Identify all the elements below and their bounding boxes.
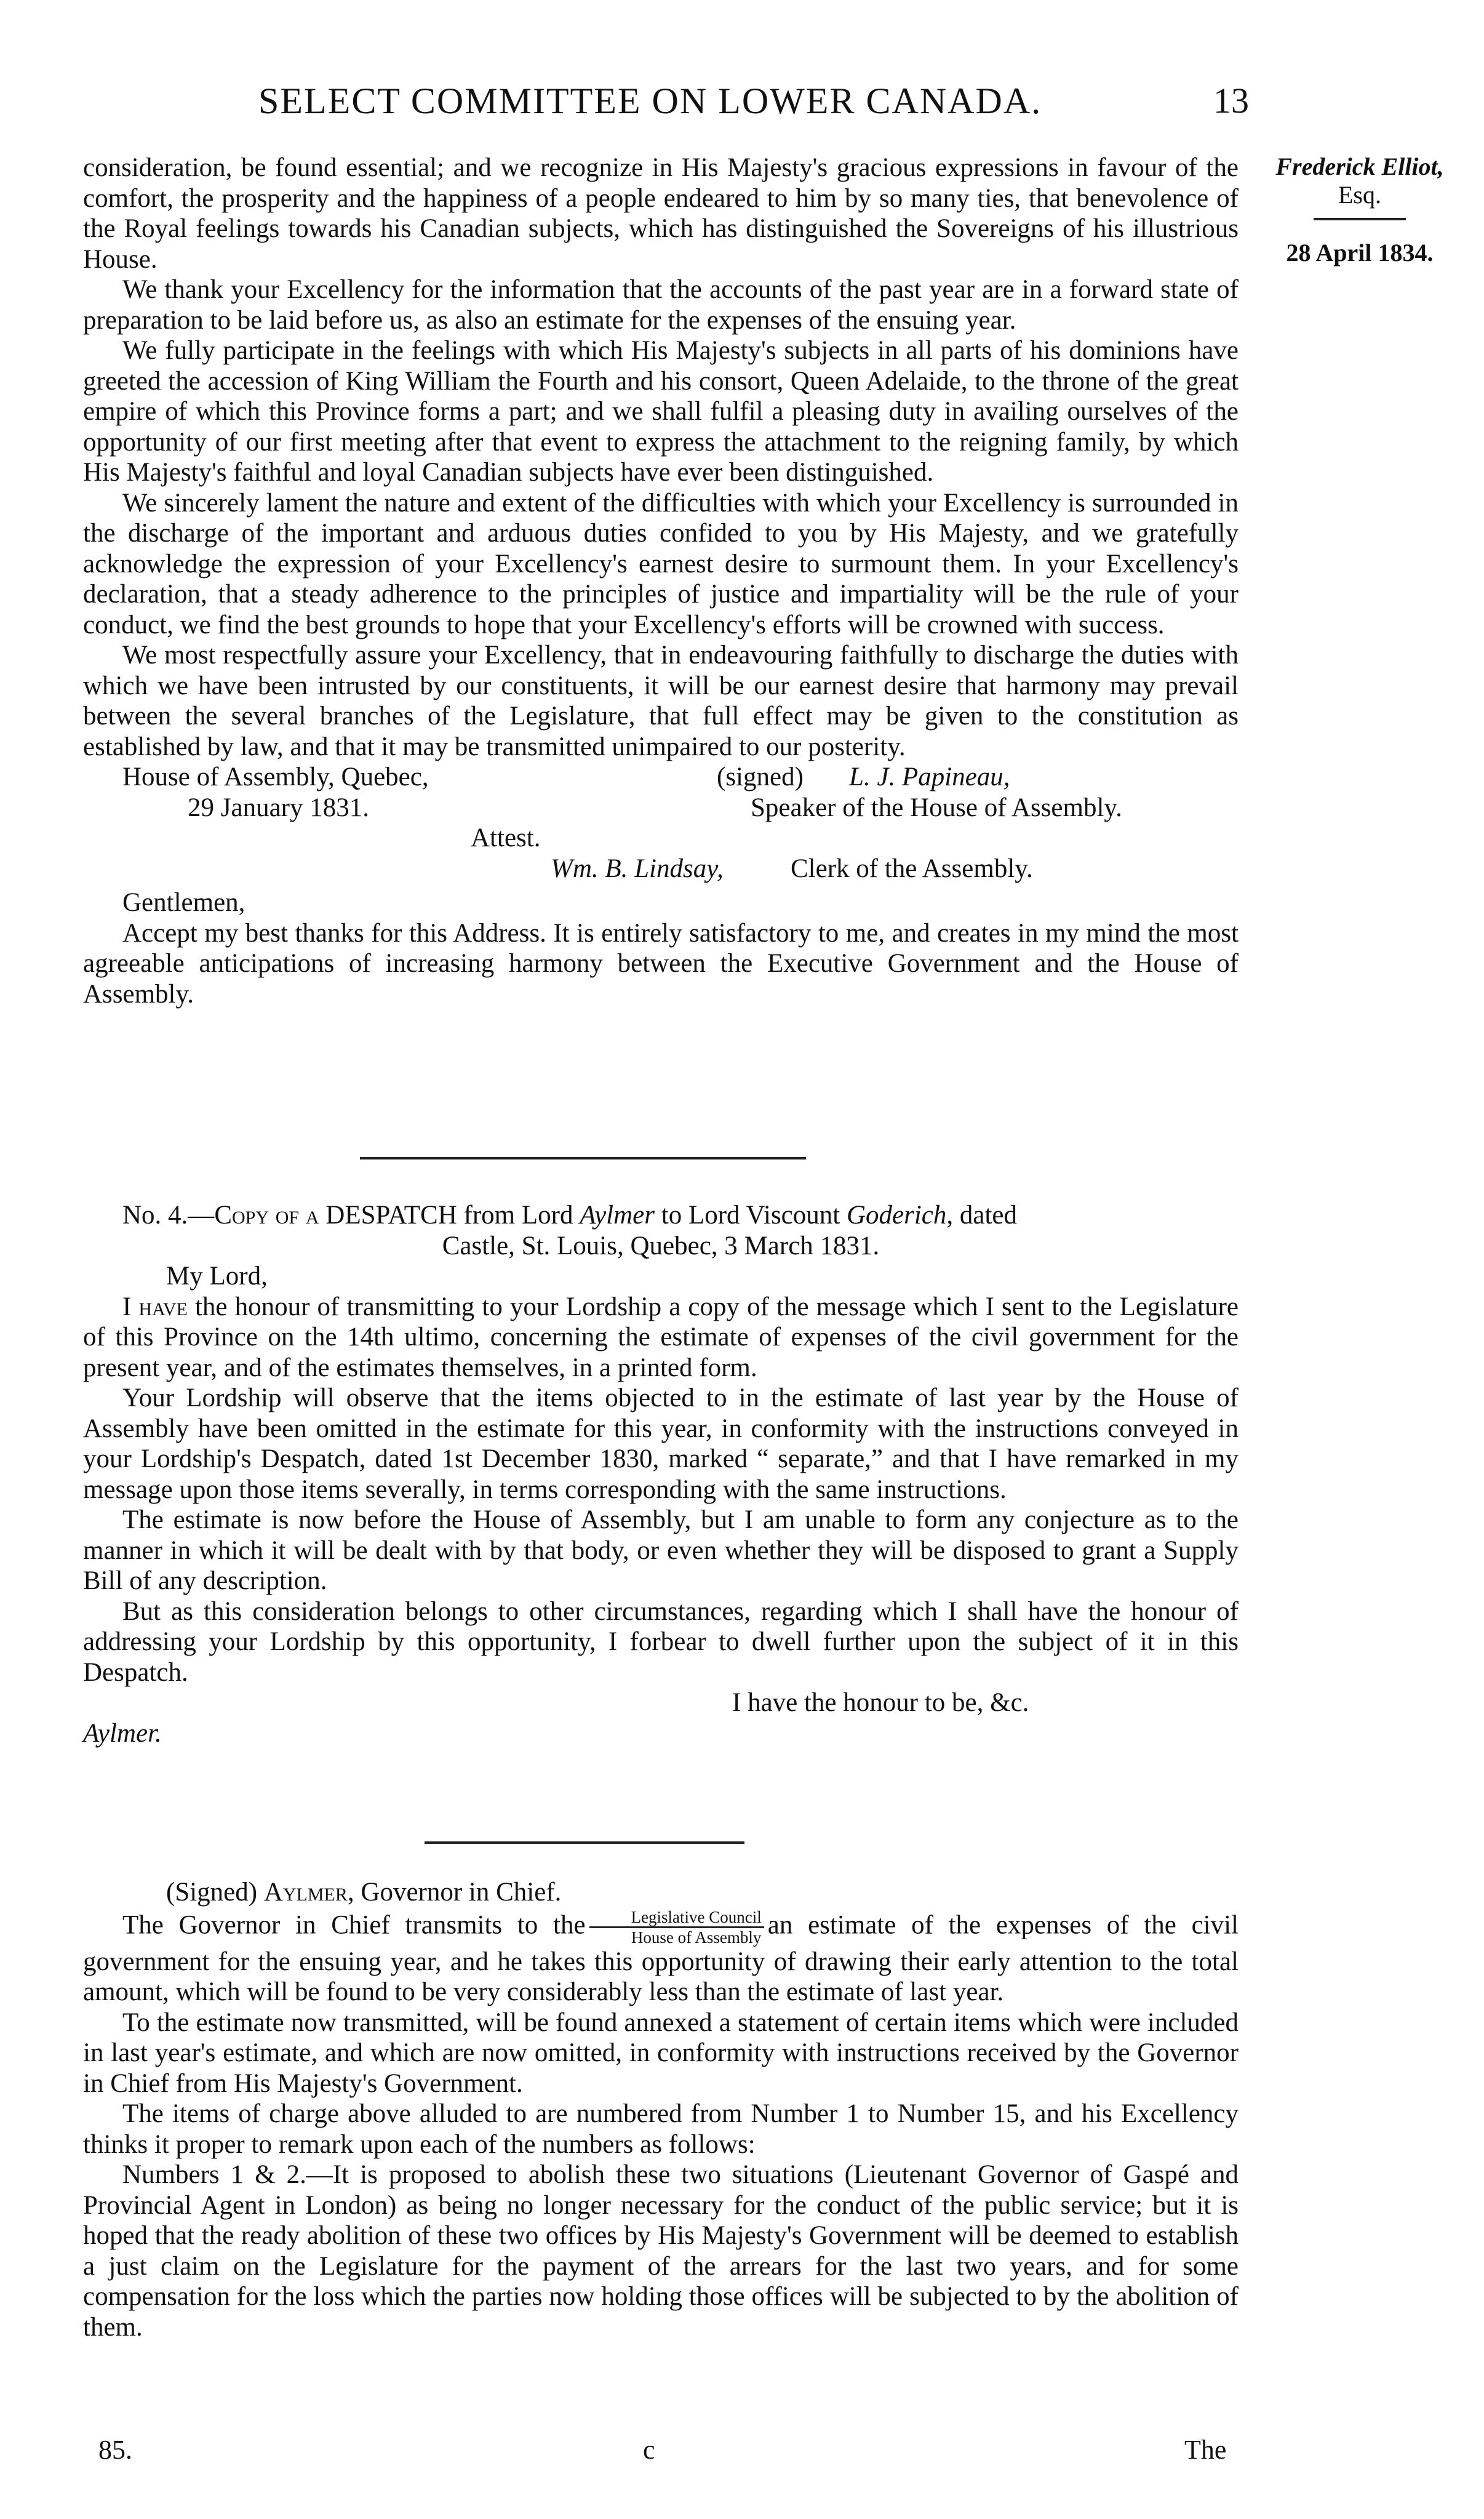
margin-witness-name: Frederick Elliot,	[1275, 153, 1444, 180]
message-paragraph	[83, 1908, 1239, 2008]
section-divider	[360, 1157, 806, 1159]
signatory-name: L. J. Papineau,	[849, 763, 1010, 791]
address-place: House of Assembly, Quebec,	[122, 763, 429, 791]
reply-text: Accept my best thanks for this Address. It is entirely satisfactory to me, and creates in my mind the most agreeable anticipations of increasing harmony between the Executive Government and the House of Assembly.	[83, 918, 1239, 1009]
message-text-before-fraction: The Governor in Chief transmits to the	[122, 1910, 586, 1939]
despatch-section	[83, 1200, 1239, 1748]
message-section	[83, 1877, 1239, 2342]
despatch-salutation: My Lord,	[166, 1262, 268, 1291]
despatch-signature: Aylmer.	[83, 1718, 162, 1748]
despatch-paragraph-text: the honour of transmitting to your Lordship a copy of the message which I sent to the Legislature of this Province on the 14th ultimo, concerning the estimate of expenses of the civil government for the present year, and of the estimates themselves, in a printed form.	[83, 1292, 1239, 1382]
address-paragraph: We fully participate in the feelings with which His Majesty's subjects in all parts of his dominions have greeted the accession of King William the Fourth and his consort, Queen Adelaide, to the throne of the great empire of which this Province forms a part; and we shall fulfil a pleasing duty in availing ourselves of the opportunity of our first meeting after that event to express the attachment to the reigning family, by which His Majesty's faithful and loyal Canadian subjects have ever been distinguished.	[83, 336, 1239, 487]
heading-number: No. 4.—	[122, 1201, 215, 1230]
despatch-paragraph	[83, 1292, 1239, 1384]
signature-row-1	[83, 762, 1239, 793]
address-date: 29 January 1831.	[188, 793, 369, 822]
address-paragraph: consideration, be found essential; and we recognize in His Majesty's gracious expressions in favour of the comfort, the prosperity and the happiness of a people endeared to him by so many ties, that benevolence of the Royal feelings towards his Canadian subjects, which has distinguished the Sovereigns of his illustrious House.	[83, 153, 1239, 274]
message-paragraph: Numbers 1 & 2.—It is proposed to abolish these two situations (Lieutenant Governor of Gaspé and Provincial Agent in London) as being no longer necessary for the conduct of the public service; but it is hoped that the ready abolition of these two offices by His Majesty's Government will be deemed to establish a just claim on the Legislature for the payment of the arrears for the last two years, and for some compensation for the loss which the parties now holding those offices will be subjected to by the abolition of them.	[83, 2160, 1239, 2342]
page-number: 13	[1213, 81, 1249, 121]
signed-label: (signed)	[717, 763, 804, 791]
heading-copy: Copy of a	[214, 1201, 319, 1230]
attest-row	[83, 823, 1239, 854]
page-footer	[0, 2434, 1484, 2471]
clerk-row	[83, 854, 1239, 884]
clerk-title: Clerk of the Assembly.	[791, 854, 1033, 883]
despatch-heading-place-date: Castle, St. Louis, Quebec, 3 March 1831.	[442, 1231, 880, 1260]
heading-despatch: DESPATCH	[325, 1201, 457, 1230]
signature-row-2	[83, 793, 1239, 823]
margin-note	[1258, 153, 1461, 267]
despatch-first-word: I have	[122, 1292, 188, 1321]
despatch-heading	[83, 1200, 1239, 1231]
margin-divider	[1314, 218, 1406, 220]
legislature-fraction	[589, 1908, 764, 1947]
heading-dated: dated	[959, 1201, 1017, 1230]
page-header	[0, 80, 1484, 123]
heading-aylmer: Aylmer	[580, 1201, 655, 1230]
heading-to: to Lord Viscount	[661, 1201, 840, 1230]
despatch-paragraph: Your Lordship will observe that the items objected to in the estimate of last year by the House of Assembly have been omitted in the estimate for this year, in conformity with the instructions conveyed in your Lordship's Despatch, dated 1st December 1830, marked “ separate,” and that I have remarked in my message upon those items severally, in terms corresponding with the same instructions.	[83, 1384, 1239, 1504]
signatory-title: Speaker of the House of Assembly.	[751, 793, 1122, 822]
reply-salutation: Gentlemen,	[122, 888, 245, 917]
message-signed-name: Aylmer,	[263, 1878, 354, 1907]
message-paragraph: To the estimate now transmitted, will be found annexed a statement of certain items which were included in last year's estimate, and which are now omitted, in conformity with instructions received by the Governor in Chief from His Majesty's Government.	[83, 2008, 1239, 2098]
section-divider	[425, 1841, 744, 1844]
despatch-paragraph: The estimate is now before the House of Assembly, but I am unable to form any conjecture as to the manner in which it will be dealt with by that body, or even whether they will be disposed to grant a Supply Bill of any description.	[83, 1505, 1239, 1595]
message-signed-title: Governor in Chief.	[361, 1878, 562, 1907]
sheet-number: 85.	[98, 2435, 132, 2465]
margin-witness-title: Esq.	[1338, 181, 1381, 209]
message-text-after-fraction: an estimate of the expenses of the civil government for the ensuing year, and he takes this opportunity of drawing their early attention to the total amount, which will be found to be very considerably less than the estimate of last year.	[83, 1910, 1239, 2006]
address-paragraph: We thank your Excellency for the information that the accounts of the past year are in a forward state of preparation to be laid before us, as also an estimate for the expenses of the ensuing year.	[83, 275, 1239, 335]
margin-date: 28 April 1834.	[1286, 239, 1434, 266]
message-signed-line	[83, 1877, 1239, 1908]
signature-mark: c	[643, 2435, 655, 2465]
running-title: SELECT COMMITTEE ON LOWER CANADA.	[258, 81, 1042, 121]
despatch-closing: I have the honour to be, &c.	[732, 1688, 1029, 1717]
address-section	[83, 153, 1239, 1009]
heading-from: from Lord	[463, 1201, 573, 1230]
clerk-name: Wm. B. Lindsay,	[551, 854, 724, 883]
message-signed-prefix: (Signed)	[166, 1878, 258, 1907]
despatch-paragraph: But as this consideration belongs to other circumstances, regarding which I shall have the honour of addressing your Lordship by this opportunity, I forbear to dwell further upon the subject of it in this Despatch.	[83, 1596, 1239, 1687]
catchword: The	[1184, 2435, 1227, 2465]
fraction-bottom: House of Assembly	[631, 1928, 762, 1947]
attest-label: Attest.	[471, 823, 541, 852]
address-paragraph: We most respectfully assure your Excellency, that in endeavouring faithfully to discharge the duties with which we have been intrusted by our constituents, it will be our earnest desire that harmony may prevail between the several branches of the Legislature, that full effect may be given to the constitution as established by law, and that it may be transmitted unimpaired to our posterity.	[83, 641, 1239, 761]
fraction-top: Legislative Council	[589, 1908, 764, 1928]
heading-goderich: Goderich,	[846, 1201, 954, 1230]
message-paragraph: The items of charge above alluded to are numbered from Number 1 to Number 15, and his Excellency thinks it proper to remark upon each of the numbers as follows:	[83, 2099, 1239, 2159]
address-paragraph: We sincerely lament the nature and extent of the difficulties with which your Excellency is surrounded in the discharge of the important and arduous duties confided to you by His Majesty, and we gratefully acknowledge the expression of your Excellency's earnest desire to surmount them. In your Excellency's declaration, that a steady adherence to the principles of justice and impartiality will be the rule of your conduct, we find the best grounds to hope that your Excellency's efforts will be crowned with success.	[83, 488, 1239, 639]
